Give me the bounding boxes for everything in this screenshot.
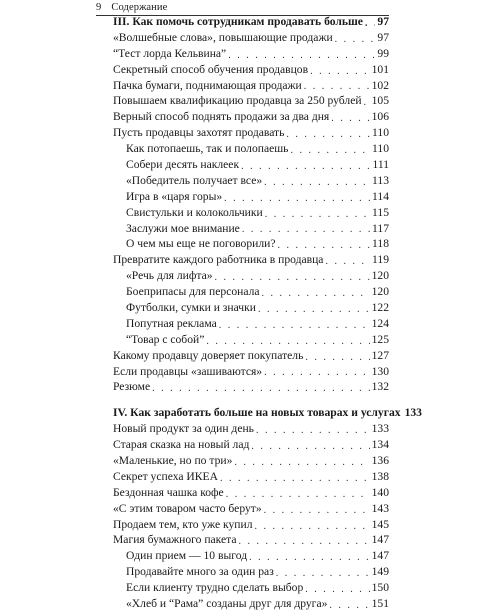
dot-leader (224, 192, 370, 205)
toc-subentry (113, 580, 389, 596)
page-header (96, 2, 167, 13)
toc-entry-page: 140 (371, 485, 389, 499)
dot-leader (329, 599, 369, 612)
toc-subentry (113, 141, 389, 157)
toc-entry-page: 106 (371, 110, 389, 124)
dot-leader (304, 80, 370, 93)
toc-entry-page: 117 (372, 221, 389, 235)
toc-entry-title: Секрет успеха ИКЕА (113, 469, 218, 483)
toc-subentry (113, 316, 389, 332)
toc-entry (113, 109, 389, 125)
toc-entry-page: 143 (371, 501, 389, 515)
dot-leader (226, 488, 370, 501)
toc-entry (113, 485, 389, 501)
toc-entry-title: Магия бумажного пакета (113, 533, 237, 547)
toc-entry-page: 150 (371, 581, 389, 595)
toc-entry-page: 132 (371, 380, 389, 394)
dot-leader (277, 239, 370, 252)
toc-entry-page: 130 (371, 364, 389, 378)
toc-entry-title: «Волшебные слова», повышающие продажи (113, 30, 333, 44)
toc-entry-title: “Товар с собой” (126, 332, 205, 346)
dot-leader (258, 303, 370, 316)
dot-leader (264, 504, 370, 517)
toc-entry-page: 114 (372, 189, 389, 203)
toc-subentry (113, 596, 389, 612)
dot-leader (305, 351, 369, 364)
toc-entry (113, 125, 389, 141)
toc-entry-title: Игра в «царя горы» (126, 189, 223, 203)
toc-entry (113, 93, 389, 109)
toc-subentry (113, 189, 389, 205)
toc-entry-page: 138 (371, 469, 389, 483)
dot-leader (290, 144, 370, 157)
toc-entry-title: Собери десять наклеек (126, 158, 240, 171)
dot-leader (365, 17, 375, 30)
toc-entry-title: Резюме (113, 380, 151, 394)
dot-leader (264, 366, 370, 379)
toc-entry (113, 348, 389, 364)
toc-entry-page: 136 (371, 454, 389, 468)
toc-entry-page: 125 (371, 332, 389, 346)
toc-entry (113, 453, 389, 469)
toc-entry-title: Секретный способ обучения продавцов (113, 62, 309, 76)
toc-entry-title: “Тест лорда Кельвина” (113, 46, 227, 60)
toc-entry (113, 78, 389, 94)
toc-entry (113, 364, 389, 380)
dot-leader (219, 319, 370, 332)
toc-entry-page: 133 (371, 422, 389, 436)
dot-leader (220, 472, 370, 485)
toc-entry-title: «Маленькие, но по три» (113, 454, 233, 468)
toc-entry-page: 110 (372, 126, 389, 140)
dot-leader (264, 176, 370, 189)
toc-entry-title: III. Как помочь сотрудникам продавать больше (113, 14, 363, 28)
toc-entry-title: Если клиенту трудно сделать выбор (126, 581, 304, 595)
toc-entry-title: Попутная реклама (126, 316, 217, 330)
dot-leader (331, 112, 369, 125)
dot-leader (265, 208, 370, 221)
toc-entry-page: 118 (372, 237, 389, 251)
table-of-contents (113, 14, 422, 612)
toc-entry-title: Старая сказка на новый лад (113, 438, 250, 452)
toc-subentry (113, 205, 389, 221)
toc-entry-page: 145 (371, 517, 389, 531)
toc-entry-title: Свистульки и колокольчики (126, 205, 263, 219)
toc-entry-title: Продавайте много за один раз (126, 565, 274, 579)
toc-entry-page: 134 (371, 438, 389, 452)
toc-entry-page: 115 (372, 205, 389, 219)
toc-entry-page: 151 (371, 597, 389, 611)
toc-entry-title: Пусть продавцы захотят продавать (113, 126, 285, 140)
toc-entry-title: Футболки, сумки и значки (126, 301, 256, 315)
toc-entry-page: 120 (371, 269, 389, 283)
toc-entry-page: 99 (377, 46, 389, 60)
toc-entry (113, 62, 389, 78)
toc-entry-page: 147 (371, 549, 389, 563)
toc-subentry (113, 221, 389, 237)
dot-leader (228, 49, 375, 62)
toc-entry (113, 517, 389, 533)
toc-entry-title: IV. Как заработать больше на новых товарах и услугах (113, 406, 401, 420)
dot-leader (249, 551, 370, 564)
toc-entry (113, 379, 389, 395)
header-title: Содержание (111, 2, 168, 13)
toc-entry-page: 111 (372, 158, 389, 171)
toc-entry-page: 101 (371, 62, 389, 76)
dot-leader (276, 567, 370, 580)
toc-entry-page: 124 (371, 316, 389, 330)
dot-leader (251, 440, 369, 453)
toc-entry-page: 133 (404, 406, 422, 420)
toc-entry-page: 113 (372, 173, 389, 187)
toc-subentry (113, 157, 389, 173)
toc-entry-page: 127 (371, 348, 389, 362)
toc-entry-title: Превратите каждого работника в продавца (113, 253, 324, 267)
toc-entry-page: 102 (371, 78, 389, 92)
toc-entry (113, 46, 389, 62)
toc-entry-page: 119 (372, 253, 389, 267)
dot-leader (335, 33, 376, 46)
toc-entry-title: Боеприпасы для персонала (126, 285, 260, 299)
toc-entry-title: Верный способ поднять продажи за два дня (113, 110, 330, 124)
toc-entry-page: 110 (372, 142, 389, 156)
toc-entry-title: «Победитель получает все» (126, 173, 263, 187)
dot-leader (255, 520, 370, 533)
dot-leader (239, 535, 370, 548)
toc-entry-page: 97 (377, 14, 389, 28)
dot-leader (364, 96, 370, 109)
dot-leader (256, 424, 370, 437)
toc-section-heading (113, 405, 422, 421)
toc-entry-title: Заслужи мое внимание (126, 221, 240, 235)
dot-leader (234, 456, 369, 469)
toc-entry-page: 122 (371, 301, 389, 315)
toc-subentry (113, 268, 389, 284)
toc-entry (113, 252, 389, 268)
toc-entry-page: 105 (371, 94, 389, 108)
toc-entry-title: Продаем тем, кто уже купил (113, 517, 253, 531)
dot-leader (325, 255, 370, 268)
toc-entry-page: 149 (371, 565, 389, 579)
toc-entry (113, 533, 389, 549)
toc-subentry (113, 548, 389, 564)
toc-subentry (113, 564, 389, 580)
toc-entry (113, 421, 389, 437)
toc-subentry (113, 332, 389, 348)
dot-leader (305, 583, 369, 596)
toc-subentry (113, 173, 389, 189)
dot-leader (286, 128, 370, 141)
toc-entry-title: Какому продавцу доверяет покупатель (113, 348, 304, 362)
toc-subentry (113, 284, 389, 300)
toc-entry-title: О чем мы еще не поговорили? (126, 237, 276, 251)
toc-entry-page: 120 (371, 285, 389, 299)
toc-section-heading (113, 14, 389, 30)
toc-entry-title: Повышаем квалификацию продавца за 250 рублей (113, 94, 362, 108)
toc-entry-page: 147 (371, 533, 389, 547)
dot-leader (242, 223, 370, 236)
toc-entry-title: Пачка бумаги, поднимающая продажи (113, 78, 302, 92)
header-page-number: 9 (96, 2, 102, 13)
toc-entry (113, 437, 389, 453)
dot-leader (206, 335, 369, 348)
toc-entry-title: Бездонная чашка кофе (113, 485, 224, 499)
toc-entry (113, 30, 389, 46)
section-spacer (113, 395, 389, 405)
toc-entry-title: «С этим товаром часто берут» (113, 501, 262, 515)
toc-entry-title: «Хлеб и “Рама” созданы друг для друга» (126, 597, 328, 611)
toc-subentry (113, 300, 389, 316)
toc-entry-page: 97 (377, 30, 389, 44)
toc-subentry (113, 236, 389, 252)
dot-leader (152, 382, 369, 395)
toc-entry-title: Как потопаешь, так и полопаешь (126, 142, 289, 156)
toc-entry (113, 501, 389, 517)
dot-leader (215, 271, 370, 284)
toc-entry-title: Новый продукт за один день (113, 422, 254, 436)
toc-entry-title: Один прием — 10 выгод (126, 549, 248, 563)
dot-leader (310, 65, 370, 78)
toc-entry (113, 469, 389, 485)
toc-entry-title: «Речь для лифта» (126, 269, 213, 283)
toc-entry-title: Если продавцы «зашиваются» (113, 364, 263, 378)
dot-leader (262, 287, 370, 300)
dot-leader (241, 160, 370, 173)
